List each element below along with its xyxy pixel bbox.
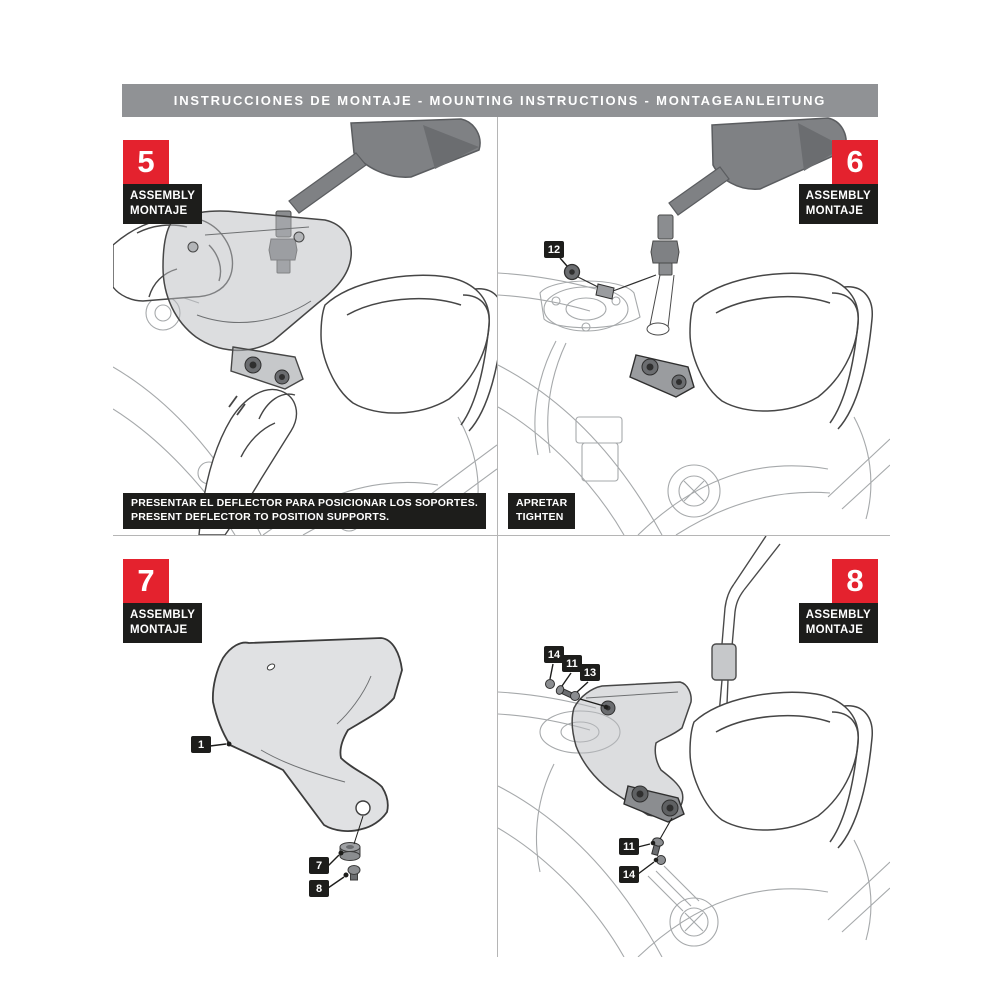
callout-7: 7 (309, 857, 329, 874)
step-label-line1: ASSEMBLY (130, 609, 196, 621)
callout-8: 8 (309, 880, 329, 897)
callout-lines (560, 258, 567, 266)
callout-12: 12 (544, 241, 564, 258)
step-caption (123, 493, 486, 529)
step-label (123, 184, 202, 224)
step-label-line1: ASSEMBLY (805, 190, 871, 202)
callout-11-bottom: 11 (619, 838, 639, 855)
step-badge (799, 140, 878, 224)
panel-step-6 (498, 117, 890, 535)
header-title: INSTRUCCIONES DE MONTAJE - MOUNTING INSTRUCTIONS - MONTAGEANLEITUNG (173, 93, 827, 108)
step-number: 8 (832, 559, 878, 603)
step-number: 5 (123, 140, 169, 184)
step-badge (123, 559, 202, 643)
step-label-line1: ASSEMBLY (130, 190, 196, 202)
step-caption (508, 493, 575, 529)
fasteners-top (546, 680, 580, 701)
header-bar (122, 84, 878, 117)
step-label (799, 603, 878, 643)
deflector-part (213, 638, 402, 831)
caption-line2: PRESENT DEFLECTOR TO POSITION SUPPORTS. (131, 510, 390, 523)
step-label-line1: ASSEMBLY (805, 609, 871, 621)
step-label-line2: MONTAJE (130, 624, 188, 636)
handguard (321, 275, 497, 431)
step-label (799, 184, 878, 224)
panels-grid (113, 117, 890, 957)
step-label-line2: MONTAJE (805, 624, 864, 636)
step-label-line2: MONTAJE (130, 205, 188, 217)
handguard (690, 273, 872, 429)
panel-step-8 (498, 536, 890, 957)
step-number: 6 (832, 140, 878, 184)
callout-13: 13 (580, 664, 600, 681)
screw-item-8 (348, 866, 360, 881)
step-label-line2: MONTAJE (805, 205, 864, 217)
step-label (123, 603, 202, 643)
callout-14-top: 14 (544, 646, 564, 663)
callout-1: 1 (191, 736, 211, 753)
mount-bracket (630, 355, 694, 397)
panel-step-5 (113, 117, 497, 535)
step-badge (123, 140, 202, 224)
callout-14-bottom: 14 (619, 866, 639, 883)
step-badge (799, 559, 878, 643)
caption-line2: TIGHTEN (516, 510, 564, 523)
panel-step-7 (113, 536, 497, 957)
mount-bracket (231, 347, 303, 389)
caption-line1: PRESENTAR EL DEFLECTOR PARA POSICIONAR LOS SOPORTES. (131, 497, 479, 509)
handguard (690, 692, 872, 848)
step-number: 7 (123, 559, 169, 603)
caption-line1: APRETAR (516, 497, 568, 509)
callout-11-top: 11 (562, 655, 582, 672)
